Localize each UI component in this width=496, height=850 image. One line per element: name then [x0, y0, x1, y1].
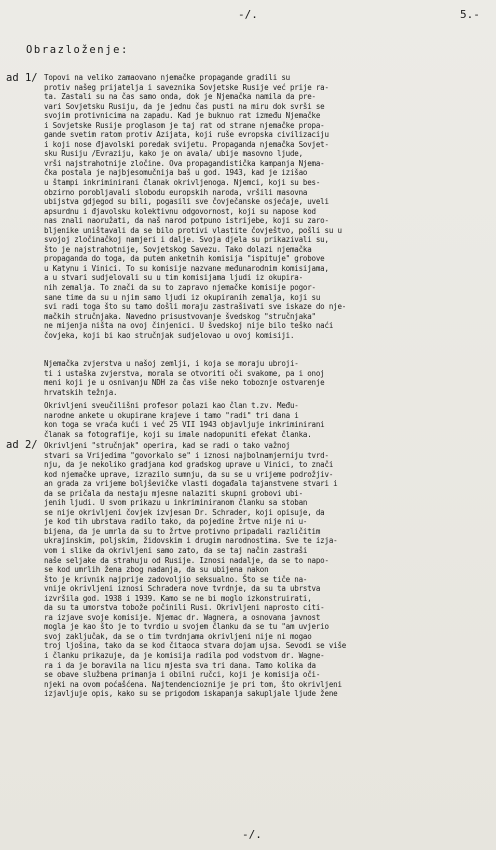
section-1-paragraph-1: Topovi na veliko zamaovano njemačke propagande gradili su protiv našeg prijatelja i saveznika Sovjetske Rusije već prije ra- ta. Zastali su na čas samo onda, dok je Njemačka namila da pre- vari Sovjetsku Rusiju, da je jednu čas pusti na miru dok svrši se svojim protivnicima na zapadu. Kad je buknuo rat između Njemačke i Sovjetske Rusije proglasom je taj rat od strane njemačke propa- gande svetim ratom protiv Azijata, koji ruše evropska civilizaciju i koji nose đjavolski poredak svijetu. Propaganda njemačka Sovjet- sku Rusiju /Evraziju, kako je on avala/ ubije masovno ljude, vrši najstrahotnije zločine. Ova propagandistička kampanja Njema- čka postala je najbjesomučnija baš u god. 1943, kad je izišao u štampi inkriminirani članak okrivljenoga. Njemci, koji su bes- obzirno porobljavali slobodu europskih naroda, vršili masovna ubijstva gdjegod su bili, pogasili sve čovječanske osjećaje, uveli apsurdnu i đjavolsku kolektivnu odgovornost, koji su napose kod nas znali naoružati, da naš narod potpuno istrijebe, koji su zaro- bljenike uništavali da se bilo protivi vlastite čovještvo, pošli su u svojoj zločinačkoj namjeri i dalje. Svoja djela su prikazivali su, što je najstrahotnije, Sovjetskog Savezu. Tako dolazi njemačka propaganda do toga, da putem anketnih komisija "ispituje" grobove u Katynu i Vinici. To su komisije nazvane međunarodnim komisijama, a u stvari sudjelovali su u tim komisijama ljudi iz okupira- nih zemalja. To znači da su to zapravo njemačke komisije pogor- sane time da su u njim samo ljudi iz okupiranih zemalja, koji su svi radi toga što su tamo došli moraju zastrašivati sve iskaze do nje- mačkih stručnjaka. Navedno prisustvovanje švedskog "stručnjaka" ne mijenja ništa na ovoj činjenici. U švedskoj nije bilo teško naći čovjeka, koji bi kao stručnjak sudjelovao u ovoj komisiji. — [44, 73, 347, 340]
page-number: 5.- — [460, 8, 480, 21]
section-1-paragraph-3: Okrivljeni sveučilišni profesor polazi kao član t.zv. Među- narodne ankete u okupirane krajeve i tamo "radi" tri dana i kon toga se vraća kući i već 25 VII 1943 objavljuje inkriminirani članak sa fotografije, koji su imale nadopuniti efekat članka. — [44, 401, 325, 439]
section-label-ad-1: ad 1/ — [6, 72, 38, 84]
section-label-ad-2: ad 2/ — [6, 439, 38, 451]
bottom-continuation-marker: -/. — [242, 828, 262, 841]
section-1-paragraph-2: Njemačka zvjerstva u našoj zemlji, i koja se moraju ubroji- ti i ustaška zvjerstva, morala se otvoriti oči svakome, pa i onoj meni koji je u osnivanju NDH za čas više neko toboznje ostvarenje hrvatskih težnja. — [44, 359, 325, 397]
top-continuation-marker: -/. — [238, 8, 258, 21]
document-heading: Obrazloženje: — [26, 44, 129, 56]
section-2-paragraph-1: Okrivljeni "stručnjak" operira, kad se radi o tako važnoj stvari sa Vrijedima "govorkalo se" i iznosi najbolnamjerniju tvrd- nju, da je nekoliko gradjana kod gradskog uprave u Vinici, to znači kod njemačke uprave, izrazilo sumnju, da su se u vrijeme podrožjiv- an grada za vrijeme boljševičke vlasti događala tajanstvene stvari i da se pričala da nestaju mjesne nalaziti skupni grobovi ubi- jenih ljudi. U svom prikazu u inkriminiranom članku sa stoban se nije okrivljeni čovjek izvjesan Dr. Schrader, koji opisuje, da je kod tih ubrstava radilo tako, da pojedine žrtve nije ni u- bijena, da je umrla da su to žrtve protivno pripadali različitim ukrajinskim, poljskim, židovskim i drugim narodnostima. Sve te izja- vom i slike da okrivljeni samo zato, da se taj način zastraši naše seljake da strahuju od Rusije. Iznosi nadalje, da se to napo- se kod umrlih žena zbog nadanja, da su ubijena nakon što je krivnik najprije zadovoljio seksualno. Što se tiče na- vnije okrivljeni iznosi Schradera nove tvrdnje, da su ta ubrstva izvršila god. 1938 i 1939. Kamo se ne bi moglo izkonstruirati, da su ta umorstva tobože počinili Rusi. Okrivljeni naprosto citi- ra izjave svoje komisije. Njemac dr. Wagnera, a osnovana javnost mogla je kao što je to tvrdio u svojem članku da se tu "am uvjerio svoj zaključak, da se o tim tvrdnjama okrivljeni nije ni mogao troj ljošina, tako da se kod čitaoca stvara dojam ujsa. Sevodi se više i članku prikazuje, da je komisija radila pod vodstvom dr. Wagne- ra i da je boravila na licu mjesta sva tri dana. Tamo kolika da se obave službena primanja i obilni ručci, koji je komisija oči- njeki na ovom poćašćena. Najtendencioznije je pri tom, što okrivljeni izjavljuje opis, kako su se prigodom iskapanja sakupljale ljude žene — [44, 441, 347, 699]
